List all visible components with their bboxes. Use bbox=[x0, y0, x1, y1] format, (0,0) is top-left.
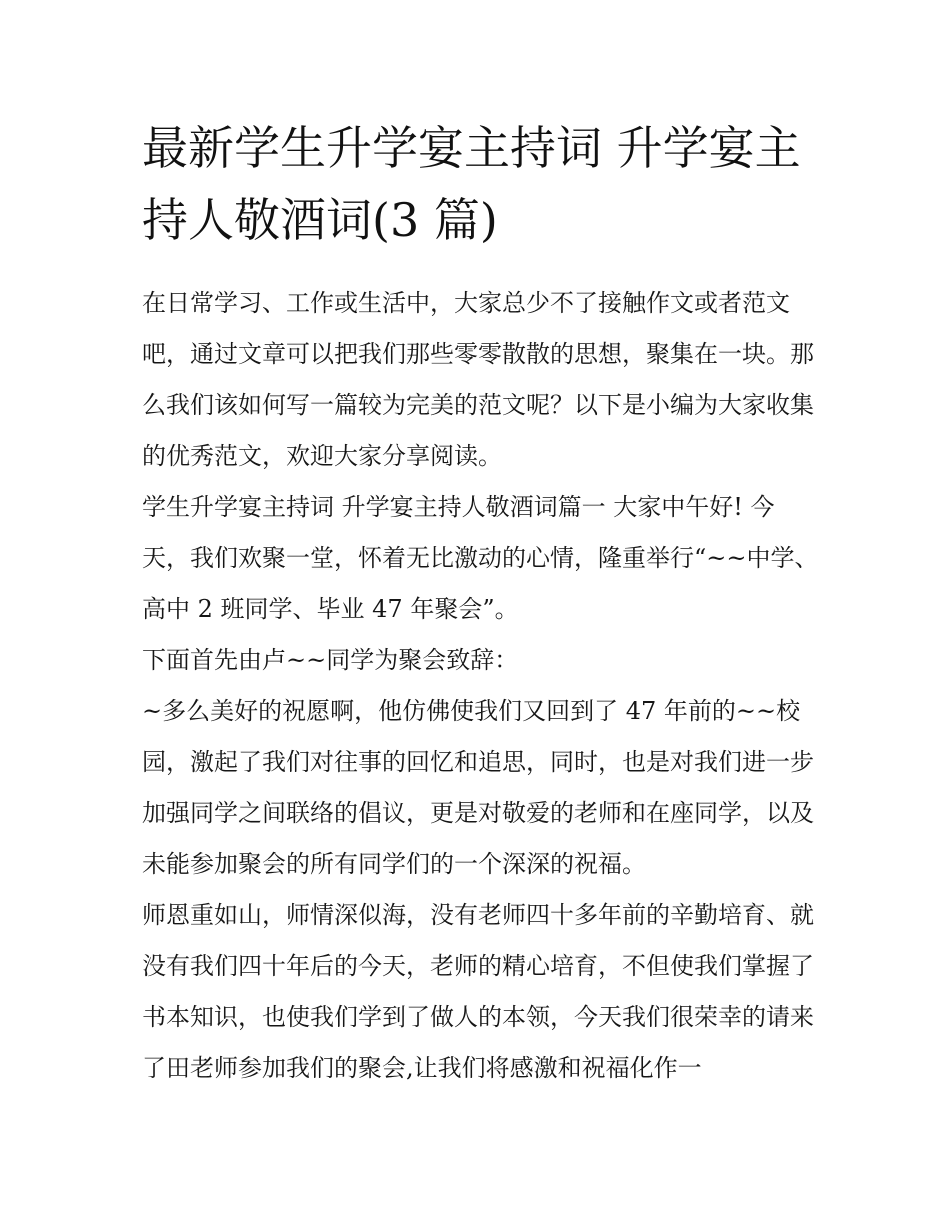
document-title: 最新学生升学宴主持词 升学宴主持人敬酒词(3 篇) bbox=[142, 121, 801, 247]
paragraph-opening: 学生升学宴主持词 升学宴主持人敬酒词篇一 大家中午好! 今天，我们欢聚一堂，怀着无比激动的心情，隆重举行“~~中学、高中 2 班同学、毕业 47 年聚会”。 bbox=[142, 493, 819, 623]
paragraph-speech-intro: 下面首先由卢~~同学为聚会致辞： bbox=[142, 646, 519, 674]
paragraph-intro: 在日常学习、工作或生活中，大家总少不了接触作文或者范文吧，通过文章可以把我们那些零零散散的思想，聚集在一块。那么我们该如何写一篇较为完美的范文呢？以下是小编为大家收集的优秀范文，欢迎大家分享阅读。 bbox=[142, 289, 814, 470]
paragraph-blessing: ~多么美好的祝愿啊，他仿佛使我们又回到了 47 年前的~~校园，激起了我们对往事的回忆和追思，同时，也是对我们进一步加强同学之间联络的倡议，更是对敬爱的老师和在座同学，以及未能参加聚会的所有同学们的一个深深的祝福。 bbox=[142, 697, 814, 878]
paragraph-teacher-gratitude: 师恩重如山，师情深似海，没有老师四十多年前的辛勤培育、就没有我们四十年后的今天，老师的精心培育，不但使我们掌握了书本知识，也使我们学到了做人的本领，今天我们很荣幸的请来了田老师参加我们的聚会,让我们将感激和祝福化作一 bbox=[142, 901, 814, 1082]
document-body bbox=[142, 278, 822, 1094]
